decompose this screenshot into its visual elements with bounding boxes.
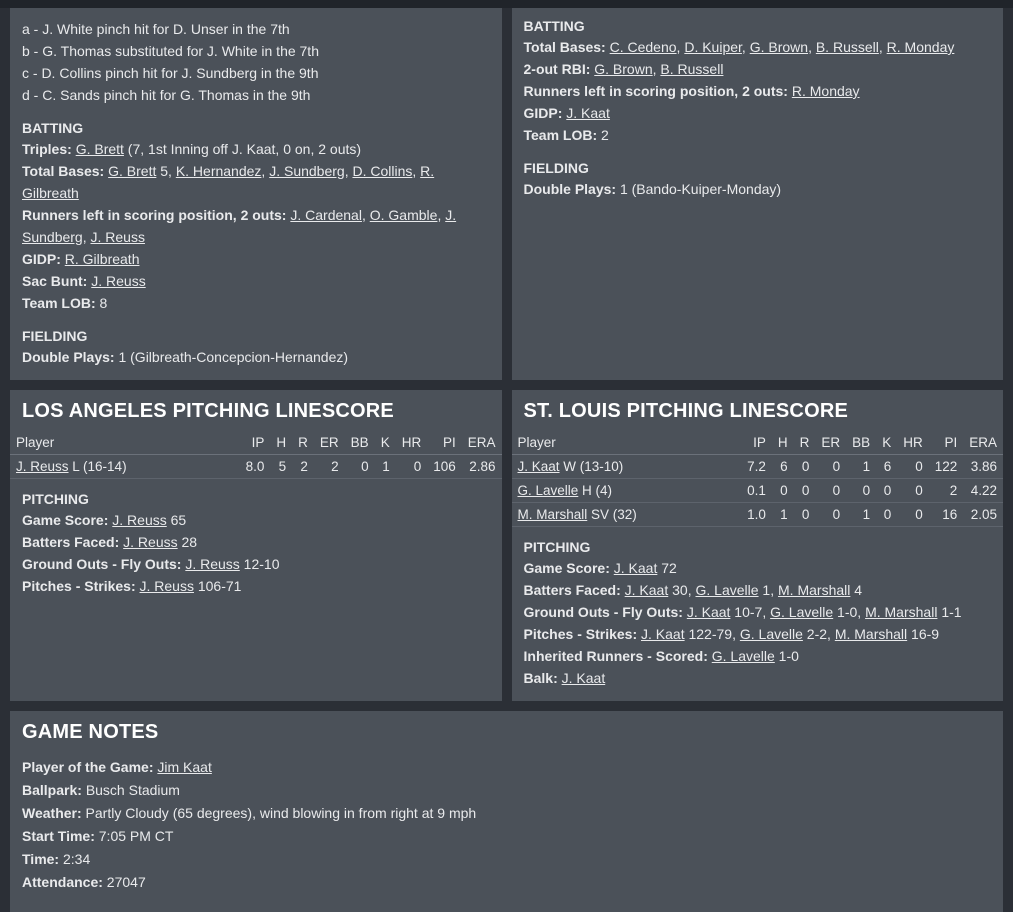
player-link[interactable]: G. Lavelle: [739, 626, 803, 642]
note-label: Game Score:: [523, 560, 614, 576]
note-row: [22, 160, 490, 204]
player-link[interactable]: G. Brown: [749, 39, 809, 55]
fielding-notes: [524, 178, 992, 200]
note-text: ,: [652, 61, 661, 77]
stat-cell-bb: 0: [846, 479, 876, 503]
note-label: Team LOB:: [22, 295, 100, 311]
player-link[interactable]: J. Sundberg: [269, 163, 345, 179]
note-text: ,: [878, 39, 887, 55]
note-text: 30,: [668, 582, 696, 598]
table-row: [512, 455, 1004, 479]
note-row: [22, 802, 991, 825]
player-link[interactable]: O. Gamble: [369, 207, 438, 223]
player-link[interactable]: J. Kaat: [686, 604, 731, 620]
column-header: R: [794, 431, 816, 455]
note-label: GIDP:: [22, 251, 65, 267]
decision-text: W (13-10): [559, 459, 624, 474]
stat-cell-er: 0: [815, 503, 846, 527]
note-text: 4: [850, 582, 863, 598]
batting-notes: [524, 36, 992, 146]
note-label: Pitches - Strikes:: [523, 626, 641, 642]
stat-cell-ip: 8.0: [240, 455, 271, 479]
note-text: 106-71: [193, 578, 242, 594]
player-link[interactable]: R. Monday: [886, 39, 955, 55]
player-link[interactable]: G. Lavelle: [770, 604, 834, 620]
column-header: R: [292, 431, 314, 455]
note-row: [22, 756, 991, 779]
note-label: Runners left in scoring position, 2 outs:: [523, 83, 792, 99]
note-label: Game Score:: [22, 512, 113, 528]
fielding-notes: [22, 346, 490, 368]
player-link[interactable]: J. Kaat: [566, 105, 610, 121]
stat-cell-r: 0: [794, 503, 816, 527]
note-text: ,: [361, 207, 370, 223]
stat-cell-era: 3.86: [963, 455, 1003, 479]
stat-cell-pi: 2: [929, 479, 964, 503]
note-label: Total Bases:: [22, 163, 109, 179]
note-text: 8: [99, 295, 108, 311]
player-link[interactable]: K. Hernandez: [175, 163, 262, 179]
note-row: [524, 601, 992, 623]
batting-header: BATTING: [22, 120, 84, 136]
pitching-header: PITCHING: [523, 539, 591, 555]
note-text: 2: [601, 127, 609, 143]
note-text: 122-79,: [684, 626, 740, 642]
player-link[interactable]: Jim Kaat: [157, 759, 212, 775]
pitcher-cell: [512, 455, 742, 479]
note-row: [22, 509, 490, 531]
stat-cell-h: 0: [772, 479, 794, 503]
stat-cell-er: 0: [815, 455, 846, 479]
stat-cell-hr: 0: [396, 455, 428, 479]
pitcher-cell: [10, 455, 240, 479]
player-link[interactable]: G. Brown: [594, 61, 653, 77]
stat-cell-pi: 122: [929, 455, 964, 479]
stat-cell-era: 4.22: [963, 479, 1003, 503]
player-link[interactable]: J. Reuss: [90, 229, 145, 245]
stat-cell-era: 2.05: [963, 503, 1003, 527]
player-link[interactable]: G. Lavelle: [517, 483, 579, 498]
note-label: GIDP:: [523, 105, 567, 121]
stat-cell-bb: 0: [345, 455, 375, 479]
note-text: ,: [344, 163, 353, 179]
player-link[interactable]: J. Kaat: [624, 582, 669, 598]
notes-row: [10, 8, 1003, 380]
column-header: IP: [741, 431, 772, 455]
note-text: 2:34: [62, 851, 91, 867]
los-angeles-notes-panel: [10, 8, 502, 380]
note-label: Runners left in scoring position, 2 outs:: [22, 207, 291, 223]
note-text: 27047: [106, 874, 146, 890]
player-link[interactable]: J. Kaat: [517, 459, 560, 474]
note-text: ,: [82, 229, 91, 245]
player-link[interactable]: J. Reuss: [112, 512, 167, 528]
note-label: Total Bases:: [523, 39, 610, 55]
stat-cell-hr: 0: [897, 503, 929, 527]
note-text: 7:05 PM CT: [98, 828, 174, 844]
column-header: PI: [929, 431, 964, 455]
column-header: BB: [345, 431, 375, 455]
note-label: Attendance:: [22, 874, 107, 890]
stat-cell-r: 0: [794, 479, 816, 503]
column-header: HR: [396, 431, 428, 455]
stat-cell-er: 0: [815, 479, 846, 503]
pitcher-cell: [512, 479, 742, 503]
player-link[interactable]: D. Kuiper: [684, 39, 742, 55]
game-notes-panel: [10, 711, 1003, 912]
stat-cell-bb: 1: [846, 455, 876, 479]
note-text: 28: [177, 534, 198, 550]
note-text: ,: [261, 163, 270, 179]
player-link[interactable]: J. Reuss: [91, 273, 146, 289]
column-header: ER: [314, 431, 345, 455]
window-top-bar: [0, 0, 1013, 8]
player-link[interactable]: G. Brett: [108, 163, 157, 179]
player-link[interactable]: D. Collins: [352, 163, 413, 179]
panel-title: GAME NOTES: [22, 721, 159, 743]
note-label: Weather:: [22, 805, 86, 821]
pitching-notes: [524, 557, 992, 689]
player-link[interactable]: G. Lavelle: [711, 648, 775, 664]
player-link[interactable]: C. Cedeno: [609, 39, 677, 55]
decision-text: H (4): [578, 483, 613, 498]
column-header: PI: [427, 431, 462, 455]
note-text: 10-7,: [730, 604, 771, 620]
stat-cell-hr: 0: [897, 479, 929, 503]
stat-cell-r: 2: [292, 455, 314, 479]
note-text: 1,: [758, 582, 779, 598]
column-header: K: [876, 431, 897, 455]
note-text: ,: [437, 207, 446, 223]
st-louis-pitching-panel: [512, 390, 1004, 701]
note-label: Triples:: [22, 141, 76, 157]
footnote-row: c - D. Collins pinch hit for J. Sundberg in the 9th: [22, 65, 319, 81]
column-header: Player: [10, 431, 240, 455]
note-row: [22, 848, 991, 871]
note-text: (7, 1st Inning off J. Kaat, 0 on, 2 outs): [123, 141, 362, 157]
stat-cell-h: 6: [772, 455, 794, 479]
note-text: ,: [808, 39, 816, 55]
column-header: HR: [897, 431, 929, 455]
batting-notes: [22, 138, 490, 314]
note-label: Batters Faced:: [523, 582, 625, 598]
player-link[interactable]: J. Kaat: [641, 626, 685, 642]
note-row: [22, 248, 490, 270]
note-row: [524, 667, 992, 689]
column-header: H: [772, 431, 794, 455]
stat-cell-h: 5: [270, 455, 292, 479]
player-link[interactable]: J. Reuss: [16, 459, 69, 474]
decision-text: SV (32): [587, 507, 637, 522]
note-label: Time:: [22, 851, 63, 867]
game-notes-body: [10, 752, 1003, 912]
player-link[interactable]: B. Russell: [660, 61, 724, 77]
note-text: 1 (Gilbreath-Concepcion-Hernandez): [118, 349, 349, 365]
note-label: Ground Outs - Fly Outs:: [523, 604, 687, 620]
footnote-list: [22, 18, 490, 106]
note-label: Start Time:: [22, 828, 99, 844]
player-link[interactable]: B. Russell: [815, 39, 879, 55]
note-text: 65: [166, 512, 187, 528]
note-row: [524, 124, 992, 146]
note-row: [22, 553, 490, 575]
column-header: BB: [846, 431, 876, 455]
player-link[interactable]: J. Reuss: [185, 556, 240, 572]
note-text: 1-1: [937, 604, 962, 620]
pitching-table: [512, 431, 1004, 527]
page-content: [0, 8, 1013, 912]
note-text: 1 (Bando-Kuiper-Monday): [619, 181, 782, 197]
stat-cell-k: 0: [876, 503, 897, 527]
note-row: [22, 346, 490, 368]
note-label: Sac Bunt:: [22, 273, 92, 289]
pitching-notes: [22, 509, 490, 597]
stat-cell-pi: 106: [427, 455, 462, 479]
note-text: ,: [741, 39, 750, 55]
note-row: [22, 531, 490, 553]
note-label: Player of the Game:: [22, 759, 158, 775]
stat-cell-h: 1: [772, 503, 794, 527]
table-header-row: [10, 431, 502, 455]
note-text: 12-10: [239, 556, 280, 572]
note-label: Balk:: [523, 670, 562, 686]
footnote-row: d - C. Sands pinch hit for G. Thomas in the 9th: [22, 87, 311, 103]
stat-cell-hr: 0: [897, 455, 929, 479]
note-row: [524, 178, 992, 200]
player-link[interactable]: J. Kaat: [613, 560, 658, 576]
table-header-row: [512, 431, 1004, 455]
note-row: [22, 871, 991, 894]
note-label: Ballpark:: [22, 782, 86, 798]
note-text: Partly Cloudy (65 degrees), wind blowing in from right at 9 mph: [85, 805, 477, 821]
pitcher-cell: [512, 503, 742, 527]
stat-cell-er: 2: [314, 455, 345, 479]
player-link[interactable]: R. Gilbreath: [22, 163, 435, 201]
note-row: [524, 623, 992, 645]
stat-cell-k: 1: [375, 455, 396, 479]
stat-cell-ip: 7.2: [741, 455, 772, 479]
player-link[interactable]: J. Sundberg: [22, 207, 457, 245]
column-header: ERA: [462, 431, 502, 455]
note-row: [22, 292, 490, 314]
stat-cell-era: 2.86: [462, 455, 502, 479]
note-label: Double Plays:: [22, 349, 119, 365]
player-link[interactable]: G. Lavelle: [695, 582, 759, 598]
note-text: 16-9: [907, 626, 940, 642]
note-row: [524, 579, 992, 601]
note-text: 5,: [156, 163, 176, 179]
note-row: [22, 138, 490, 160]
game-notes-row: [10, 711, 1003, 912]
note-text: 72: [657, 560, 677, 576]
panel-title: LOS ANGELES PITCHING LINESCORE: [22, 400, 394, 422]
column-header: Player: [512, 431, 742, 455]
note-label: Double Plays:: [523, 181, 620, 197]
stat-cell-r: 0: [794, 455, 816, 479]
st-louis-notes-panel: [512, 8, 1004, 380]
note-label: Inherited Runners - Scored:: [523, 648, 712, 664]
player-link[interactable]: R. Monday: [791, 83, 860, 99]
footnote-row: b - G. Thomas substituted for J. White in the 7th: [22, 43, 319, 59]
stat-cell-ip: 0.1: [741, 479, 772, 503]
note-label: Team LOB:: [523, 127, 602, 143]
note-text: ,: [676, 39, 685, 55]
stat-cell-pi: 16: [929, 503, 964, 527]
note-row: [524, 58, 992, 80]
note-label: 2-out RBI:: [523, 61, 595, 77]
stat-cell-ip: 1.0: [741, 503, 772, 527]
panel-title: ST. LOUIS PITCHING LINESCORE: [523, 400, 849, 422]
note-row: [22, 575, 490, 597]
pitching-table: [10, 431, 502, 479]
note-row: [524, 36, 992, 58]
note-label: Pitches - Strikes:: [22, 578, 140, 594]
table-row: [512, 503, 1004, 527]
pitching-row: [10, 390, 1003, 701]
fielding-header: FIELDING: [523, 160, 589, 176]
note-row: [524, 80, 992, 102]
player-link[interactable]: J. Reuss: [123, 534, 178, 550]
note-row: [22, 204, 490, 248]
decision-text: L (16-14): [68, 459, 127, 474]
player-link[interactable]: M. Marshall: [865, 604, 938, 620]
note-text: 1-0,: [833, 604, 866, 620]
table-row: [512, 479, 1004, 503]
column-header: ER: [815, 431, 846, 455]
player-link[interactable]: M. Marshall: [778, 582, 851, 598]
column-header: IP: [240, 431, 271, 455]
column-header: K: [375, 431, 396, 455]
table-row: [10, 455, 502, 479]
fielding-header: FIELDING: [22, 328, 88, 344]
stat-cell-k: 0: [876, 479, 897, 503]
los-angeles-pitching-panel: [10, 390, 502, 701]
pitching-header: PITCHING: [22, 491, 89, 507]
note-text: Busch Stadium: [85, 782, 180, 798]
stat-cell-k: 6: [876, 455, 897, 479]
note-row: [524, 645, 992, 667]
player-link[interactable]: R. Gilbreath: [64, 251, 140, 267]
note-row: [22, 825, 991, 848]
stat-cell-bb: 1: [846, 503, 876, 527]
column-header: ERA: [963, 431, 1003, 455]
player-link[interactable]: J. Reuss: [139, 578, 194, 594]
player-link[interactable]: J. Kaat: [561, 670, 606, 686]
column-header: H: [270, 431, 292, 455]
player-link[interactable]: J. Cardenal: [290, 207, 362, 223]
player-link[interactable]: M. Marshall: [834, 626, 908, 642]
note-label: Ground Outs - Fly Outs:: [22, 556, 186, 572]
note-label: Batters Faced:: [22, 534, 124, 550]
note-row: [22, 270, 490, 292]
batting-header: BATTING: [523, 18, 585, 34]
note-row: [524, 102, 992, 124]
note-text: 1-0: [774, 648, 799, 664]
note-row: [524, 557, 992, 579]
player-link[interactable]: M. Marshall: [517, 507, 588, 522]
note-row: [22, 779, 991, 802]
player-link[interactable]: G. Brett: [75, 141, 124, 157]
note-text: ,: [412, 163, 421, 179]
note-text: 2-2,: [802, 626, 835, 642]
footnote-row: a - J. White pinch hit for D. Unser in the 7th: [22, 21, 290, 37]
